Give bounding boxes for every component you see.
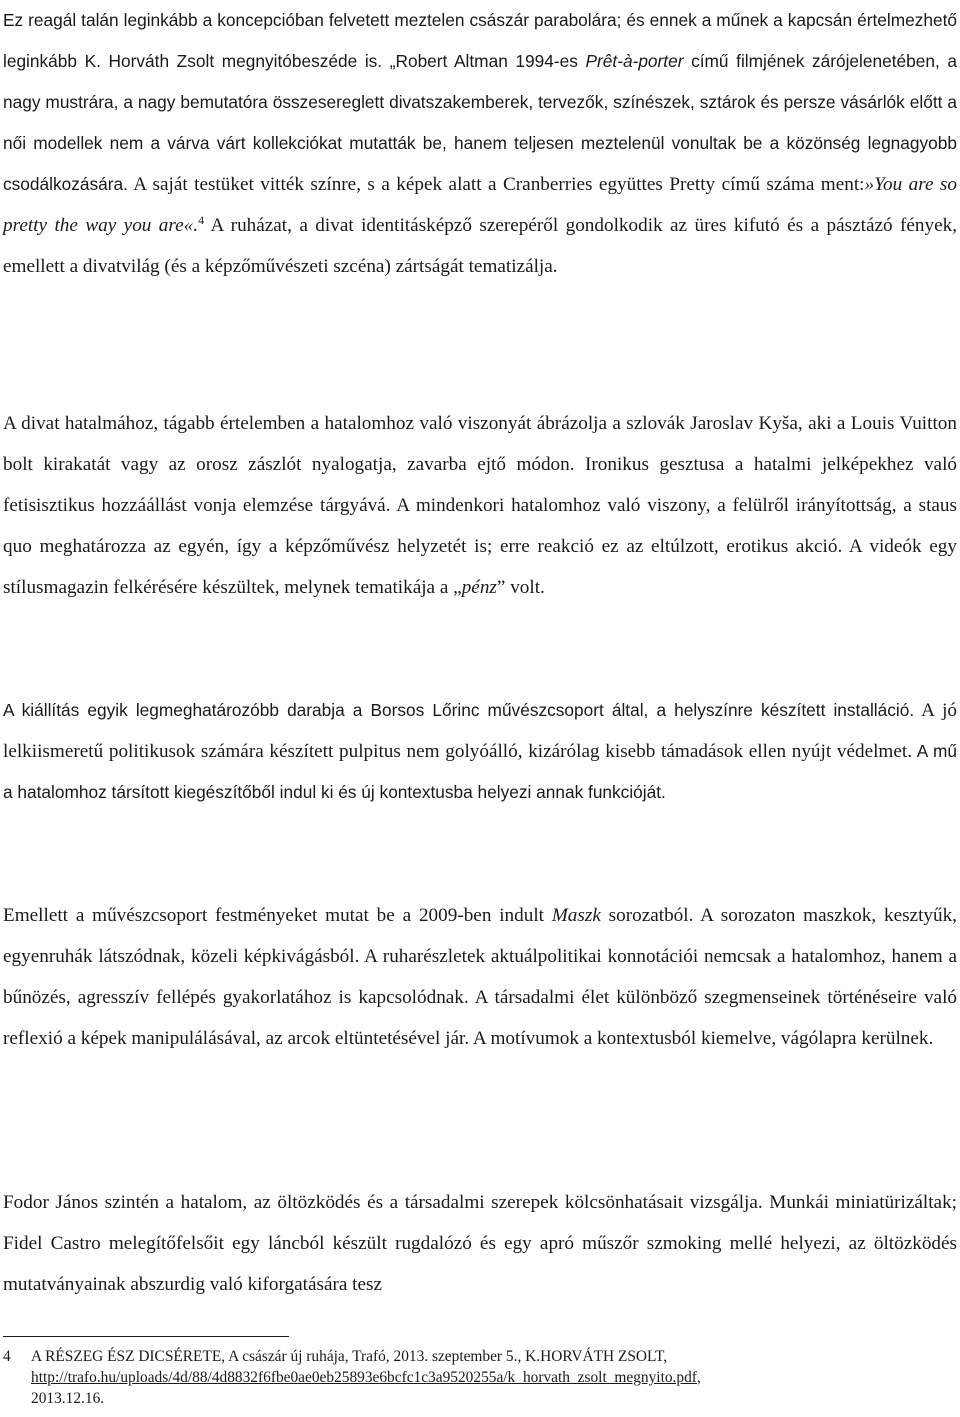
footnote-link-suffix: , xyxy=(696,1369,701,1386)
footnote-separator xyxy=(3,1336,289,1337)
paragraph-borsos xyxy=(3,690,957,813)
paragraph-kysa-text-2: ” volt. xyxy=(496,577,545,598)
paragraph-altman-text-4: A ruházat, a divat identitásképző szerepéről gondolkodik az üres kifutó és a pásztázó fények, emellett a divatvilág (és a képzőművészeti szcéna) zártságát tematizálja. xyxy=(3,215,957,277)
paragraph-altman-text-1: Ez reagál talán leginkább a koncepcióban felvetett meztelen császár parabolára; és ennek a műnek a kapcsán értelmezhető leginkább K. Horváth Zsolt megnyitóbeszéde is. „Robert Altman 1994-es xyxy=(3,10,957,71)
song-quote: »You are so pretty the way you are«. xyxy=(3,174,957,236)
paragraph-kysa xyxy=(3,403,957,608)
paragraph-kysa-text-1: A divat hatalmához, tágabb értelemben a hatalomhoz való viszonyát ábrázolja a szlovák Jaroslav Kyša, aki a Louis Vuitton bolt kirakatát vagy az orosz zászlót nyalogatja, zavarba ejtő módon. Ironikus gesztusa a hatalmi jelképekhez való fetisisztikus hozzáállást vonja elemzése tárgyává. A mindenkori hatalomhoz való viszony, a felülről irányítottság, a staus quo meghatározza az egyén, így a képzőművész helyzetét is; erre reakció ez az eltúlzott, erotikus akció. A videók egy stílusmagazin felkérésére készültek, melynek tematikája a „ xyxy=(3,413,957,598)
paragraph-borsos-text-3: A mű a hatalomhoz társított kiegészítőből indul ki és új kontextusba helyezi annak funkcióját. xyxy=(3,741,957,802)
footnote-link-line xyxy=(3,1367,957,1388)
money-emphasis: pénz xyxy=(461,577,497,598)
series-title: Maszk xyxy=(551,905,601,926)
paragraph-borsos-text-1: A kiállítás egyik legmeghatározóbb darabja a Borsos Lőrinc művészcsoport által, a helyszínre készített installáció. xyxy=(3,700,915,720)
footnote xyxy=(3,1346,957,1409)
paragraph-borsos-text-2: A jó lelkiismeretű politikusok számára készített pulpitus nem golyóálló, kizárólag kisebb támadások ellen nyújt védelmet. xyxy=(3,700,957,762)
paragraph-altman-text-3: A saját testüket vitték színre, s a képek alatt a Cranberries együttes Pretty című száma ment: xyxy=(127,174,865,195)
footnote-number: 4 xyxy=(3,1348,11,1365)
paragraph-altman xyxy=(3,0,957,287)
footnote-date: 2013.12.16. xyxy=(31,1390,105,1407)
footnote-reference[interactable]: 4 xyxy=(198,213,205,227)
paragraph-maszk-text-2: sorozatból. A sorozaton maszkok, kesztyűk, egyenruhák látszódnak, közeli képkivágásból. A ruharészletek aktuálpolitikai konnotációi nemcsak a hatalomhoz, hanem a bűnözés, agresszív fellépés gyakorlatához is kapcsolódnak. A társadalmi élet különböző szegmenseinek történéseire való reflexió a képek manipulálásával, az arcok eltüntetésével jár. A motívumok a kontextusból kiemelve, vágólapra kerülnek. xyxy=(3,905,957,1049)
footnote-text: A RÉSZEG ÉSZ DICSÉRETE, A császár új ruhája, Trafó, 2013. szeptember 5., K.HORVÁTH ZSOLT, xyxy=(31,1348,668,1365)
paragraph-fodor-text-1: Fodor János szintén a hatalom, az öltözködés és a társadalmi szerepek kölcsönhatásait vizsgálja. Munkái miniatürizáltak; Fidel Castro melegítőfelsőit egy láncból készült rugdalózó és egy apró műszőr szmoking mellé helyezi, az öltözködés mutatványainak abszurdig való kiforgatására tesz xyxy=(3,1192,957,1295)
film-title: Prêt-à-porter xyxy=(585,51,684,71)
paragraph-maszk xyxy=(3,895,957,1059)
paragraph-fodor xyxy=(3,1182,957,1305)
footnote-link[interactable]: http://trafo.hu/uploads/4d/88/4d8832f6fbe0ae0eb25893e6bcfc1c3a9520255a/k_horvath_zsolt_megnyito.pdf xyxy=(31,1369,697,1386)
paragraph-maszk-text-1: Emellett a művészcsoport festményeket mutat be a 2009-ben indult xyxy=(3,905,552,926)
paragraph-altman-text-2: című filmjének zárójelenetében, a nagy mustrára, a nagy bemutatóra összesereglett divatszakemberek, tervezők, színészek, sztárok és persze vásárlók előtt a női modellek nem a várva várt kollekciókat mutatták be, hanem teljesen meztelenül vonultak be a közönség legnagyobb csodálkozására. xyxy=(3,51,957,194)
